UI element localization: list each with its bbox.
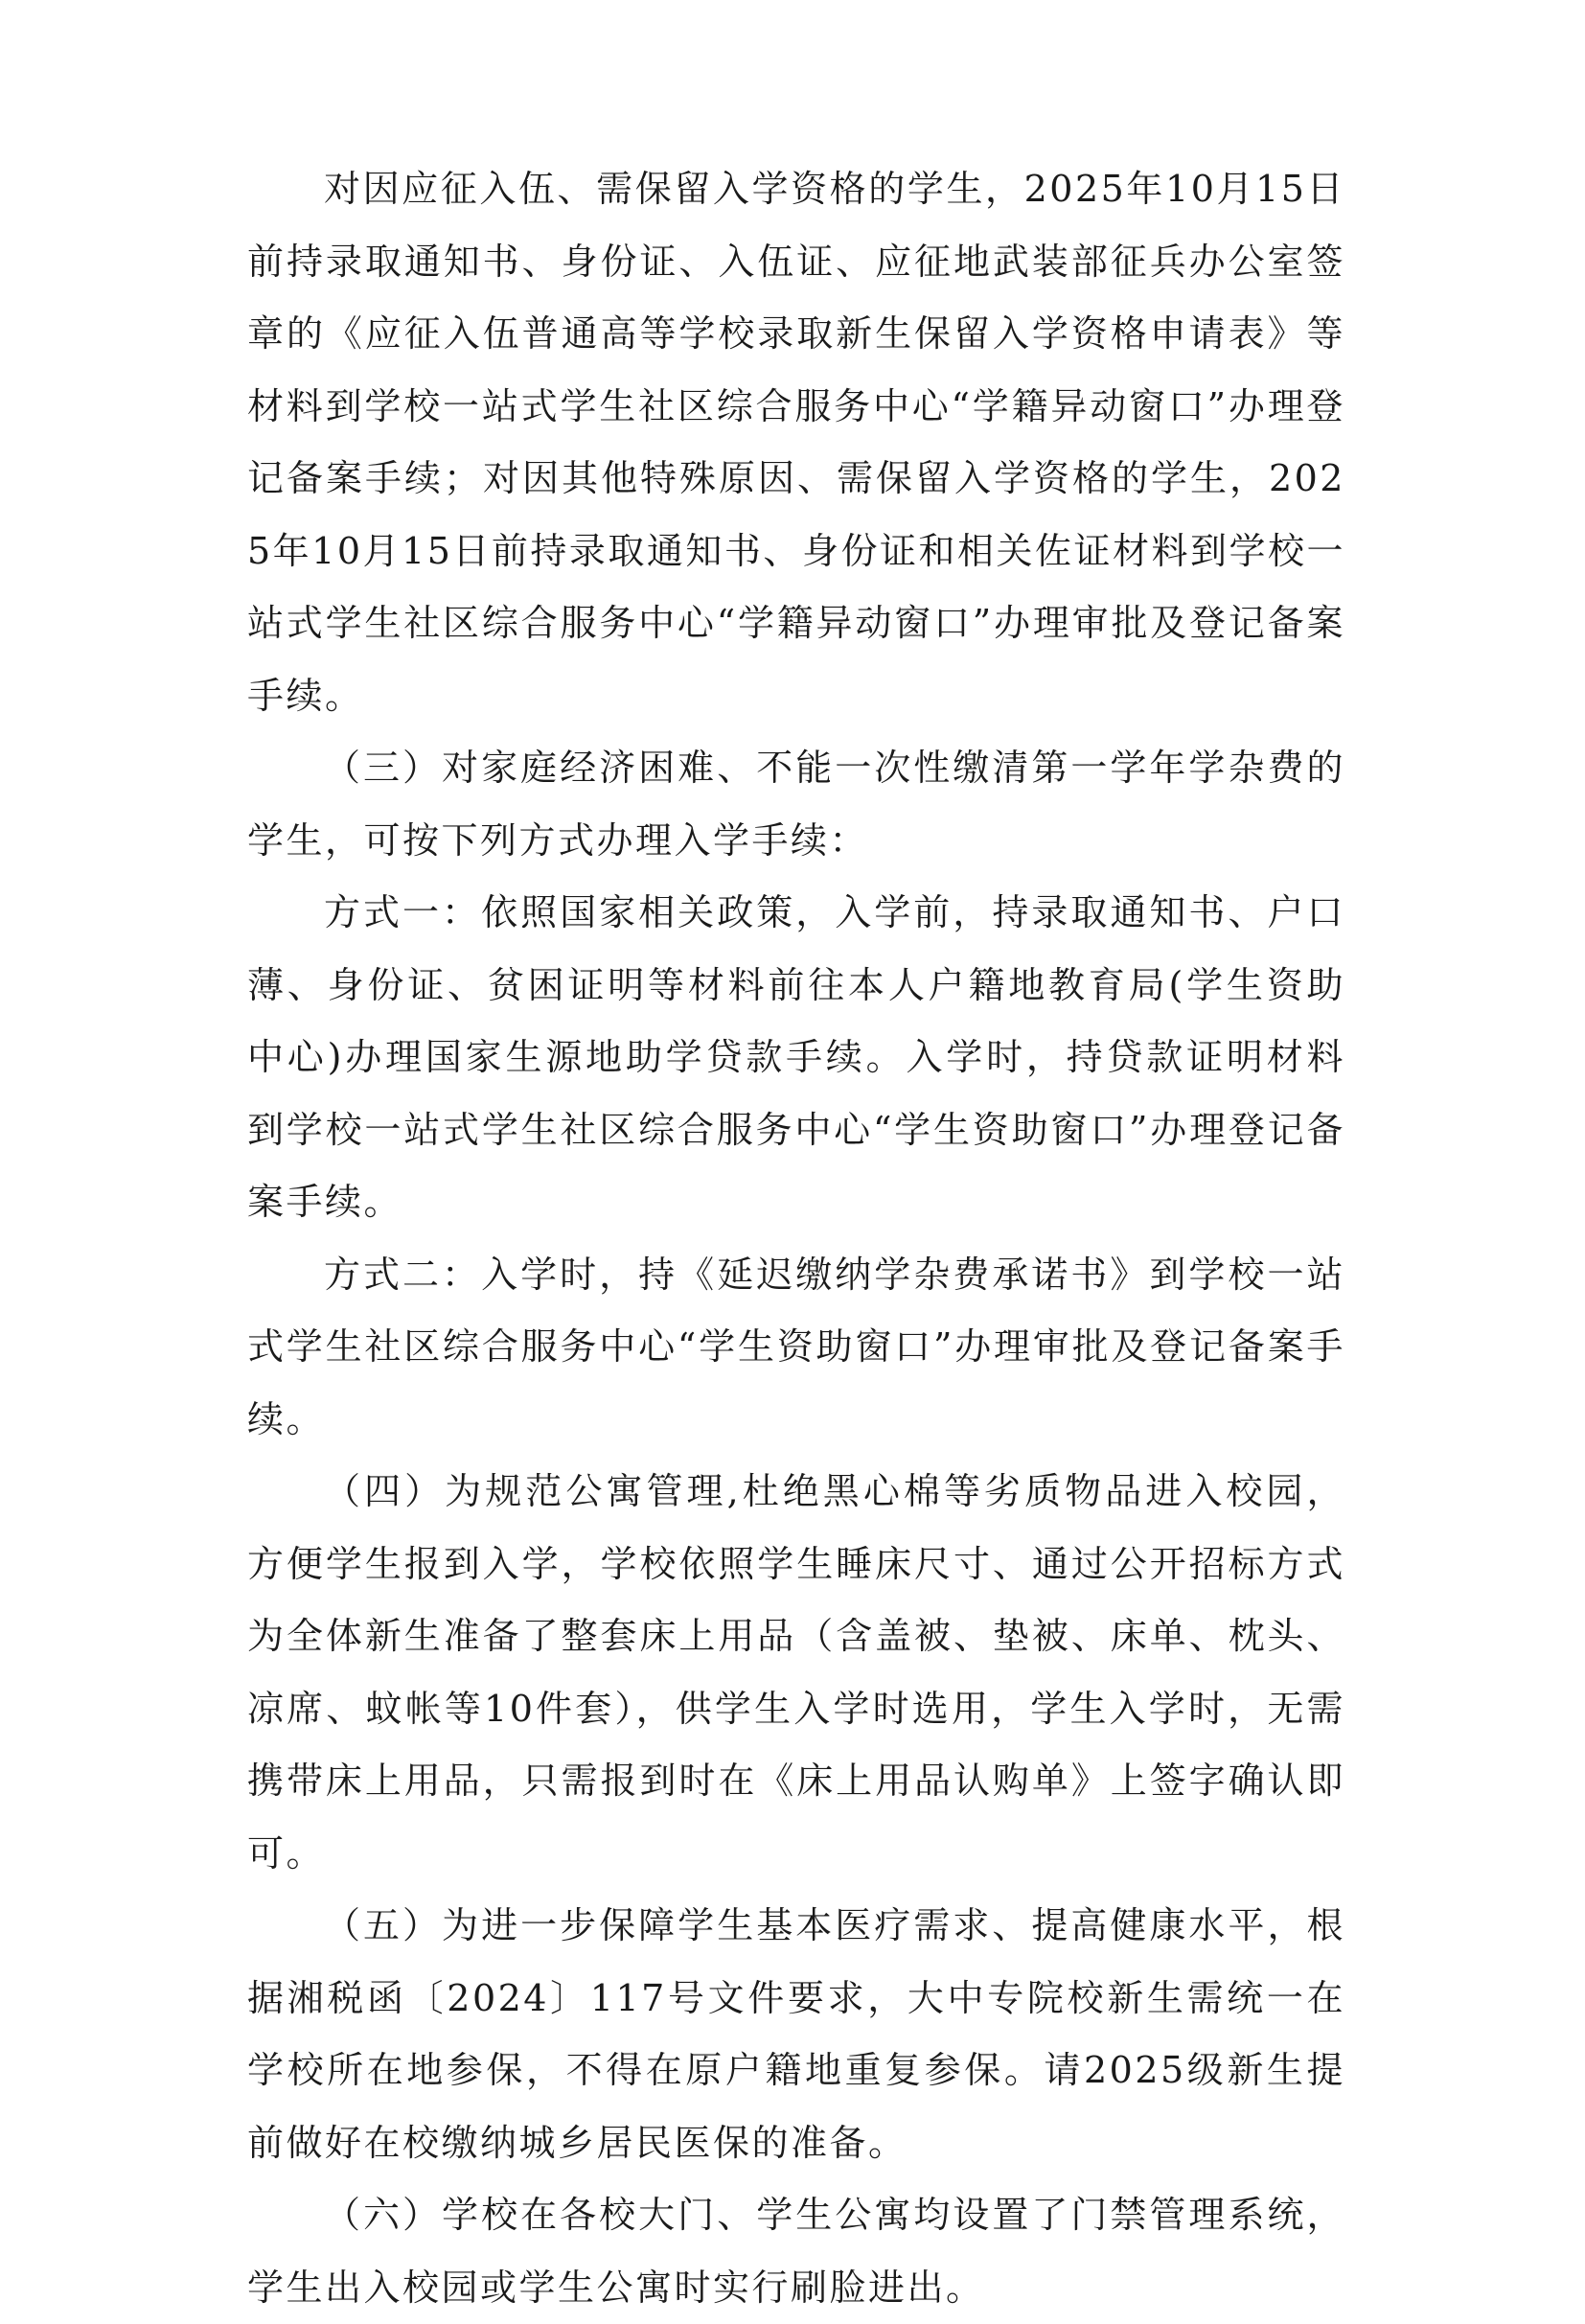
paragraph-financial-hardship: （三）对家庭经济困难、不能一次性缴清第一学年学杂费的学生，可按下列方式办理入学手续： — [247, 747, 1345, 862]
paragraph-method-one: 方式一：依照国家相关政策，入学前，持录取通知书、户口薄、身份证、贫困证明等材料前往本人户籍地教育局(学生资助中心)办理国家生源地助学贷款手续。入学时，持贷款证明材料到学校一站式学生社区综合服务中心“学生资助窗口”办理登记备案手续。 — [247, 891, 1345, 1223]
document-body — [247, 153, 1345, 2324]
paragraph-method-two: 方式二：入学时，持《延迟缴纳学杂费承诺书》到学校一站式学生社区综合服务中心“学生资助窗口”办理审批及登记备案手续。 — [247, 1253, 1345, 1440]
paragraph-bedding: （四）为规范公寓管理,杜绝黑心棉等劣质物品进入校园，方便学生报到入学，学校依照学生睡床尺寸、通过公开招标方式为全体新生准备了整套床上用品（含盖被、垫被、床单、枕头、凉席、蚊帐等10件套），供学生入学时选用，学生入学时，无需携带床上用品，只需报到时在《床上用品认购单》上签字确认即可。 — [247, 1470, 1345, 1875]
paragraph-retain-enrollment: 对因应征入伍、需保留入学资格的学生，2025年10月15日前持录取通知书、身份证、入伍证、应征地武装部征兵办公室签章的《应征入伍普通高等学校录取新生保留入学资格申请表》等材料到学校一站式学生社区综合服务中心“学籍异动窗口”办理登记备案手续；对因其他特殊原因、需保留入学资格的学生，2025年10月15日前持录取通知书、身份证和相关佐证材料到学校一站式学生社区综合服务中心“学籍异动窗口”办理审批及登记备案手续。 — [247, 168, 1345, 717]
paragraph-access-control: （六）学校在各校大门、学生公寓均设置了门禁管理系统，学生出入校园或学生公寓时实行刷脸进出。 — [247, 2194, 1345, 2309]
paragraph-medical-insurance: （五）为进一步保障学生基本医疗需求、提高健康水平，根据湘税函〔2024〕117号文件要求，大中专院校新生需统一在学校所在地参保，不得在原户籍地重复参保。请2025级新生提前做好在校缴纳城乡居民医保的准备。 — [247, 1904, 1345, 2164]
